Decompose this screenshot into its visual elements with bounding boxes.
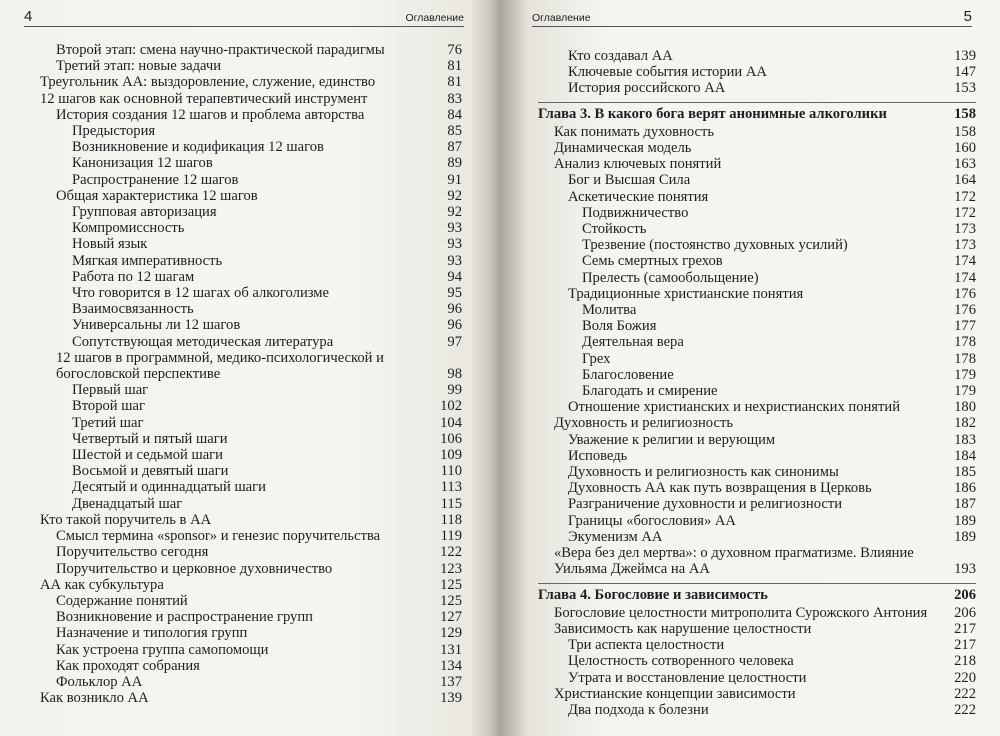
toc-entry [40,74,462,90]
toc-entry-page: 189 [954,512,976,529]
toc-entry-page: 89 [447,155,462,172]
toc-entry [538,302,976,318]
toc-entry-title: Восьмой и девятый шаги [72,463,229,480]
toc-entry-page: 222 [954,685,976,702]
toc-entry-title: Границы «богословия» АА [568,512,736,529]
toc-entry-page: 173 [954,221,976,238]
toc-entry-page: 99 [447,382,462,399]
right-page-header [532,8,972,27]
toc-entry-title: Компромиссность [72,220,185,237]
book-gutter [490,0,510,736]
toc-entry-title: Три аспекта целостности [568,637,725,654]
toc-entry-page: 125 [440,592,462,609]
toc-entry-page: 83 [447,90,462,107]
toc-entry-title: Стойкость [582,221,647,238]
toc-entry-page: 139 [954,48,976,64]
toc-entry [538,415,976,431]
toc-entry-page: 91 [447,171,462,188]
toc-entry [538,189,976,205]
toc-entry-title: Работа по 12 шагам [72,268,195,285]
toc-entry [40,658,462,674]
toc-entry-page: 137 [440,673,462,690]
toc-entry [40,172,462,188]
toc-entry [40,317,462,333]
toc-entry-title: Содержание понятий [56,592,188,609]
toc-entry-page: 115 [440,495,462,512]
toc-entry-page: 96 [447,317,462,334]
toc-entry [40,609,462,625]
toc-entry-title: Взаимосвязанность [72,301,194,318]
toc-entry-title: Новый язык [72,236,148,253]
toc-entry-title: Распространение 12 шагов [72,171,239,188]
toc-entry-title: Целостность сотворенного человека [568,653,794,670]
toc-entry-title: Благословение [582,366,674,383]
toc-entry-title: Четвертый и пятый шаги [72,430,228,447]
toc-entry-page: 193 [954,561,976,578]
right-running-title: Оглавление [532,12,591,24]
toc-entry-page: 206 [954,586,976,603]
toc-entry [538,529,976,545]
chapter-heading [538,583,976,603]
toc-entry [40,42,462,58]
toc-entry [538,448,976,464]
toc-entry-page: 217 [954,637,976,654]
toc-entry-page: 178 [954,350,976,367]
left-running-title: Оглавление [405,12,464,24]
toc-entry-title: Третий шаг [72,414,144,431]
toc-entry [538,172,976,188]
toc-entry-title: Как возникло АА [40,690,149,707]
toc-entry-page: 139 [440,690,462,707]
toc-entry-page: 183 [954,431,976,448]
toc-entry-title: Третий этап: новые задачи [56,58,222,75]
toc-entry-page: 182 [954,415,976,432]
toc-entry-page: 113 [440,479,462,496]
right-toc-list [538,48,976,718]
toc-entry [538,156,976,172]
toc-entry [538,237,976,253]
toc-entry-title: Предыстория [72,123,156,140]
toc-entry-title: Назначение и типология групп [56,625,248,642]
toc-entry-page: 123 [440,560,462,577]
toc-entry-title: Утрата и восстановление целостности [568,669,807,686]
toc-entry-title: Динамическая модель [554,140,692,157]
toc-entry-title: Универсальны ли 12 шагов [72,317,241,334]
toc-entry-page: 106 [440,430,462,447]
toc-entry [40,236,462,252]
toc-entry [40,463,462,479]
toc-entry-title: Молитва [582,302,637,319]
toc-entry [538,80,976,96]
toc-entry [538,399,976,415]
toc-entry [538,432,976,448]
toc-entry-page: 102 [440,398,462,415]
toc-entry-title: Христианские концепции зависимости [554,685,796,702]
toc-entry [538,653,976,669]
toc-entry [40,528,462,544]
toc-entry [538,464,976,480]
toc-entry-title: Отношение христианских и нехристианских понятий [568,399,901,416]
toc-entry-page: 109 [440,447,462,464]
toc-entry-page: 85 [447,123,462,140]
toc-entry-page: 87 [447,139,462,156]
toc-entry-page: 184 [954,447,976,464]
toc-entry-title: Групповая авторизация [72,204,217,221]
toc-entry-page: 176 [954,302,976,319]
toc-entry-page: 173 [954,237,976,254]
toc-entry-title: Семь смертных грехов [582,253,723,270]
toc-entry [40,269,462,285]
toc-entry-title: 12 шагов как основной терапевтический инструмент [40,90,368,107]
toc-entry-title: Духовность АА как путь возвращения в Церковь [568,480,872,497]
toc-entry-page: 93 [447,252,462,269]
toc-entry-title: Ключевые события истории АА [568,64,767,81]
toc-entry-page: 118 [440,511,462,528]
toc-entry-title: История российского АА [568,80,726,97]
toc-entry-title: Как понимать духовность [554,123,715,140]
toc-entry [40,382,462,398]
toc-entry-title: Как устроена группа самопомощи [56,641,269,658]
toc-entry [40,690,462,706]
toc-entry-title: Трезвение (постоянство духовных усилий) [582,237,848,254]
toc-entry-page: 158 [954,105,976,122]
toc-entry [40,577,462,593]
toc-entry-title: Сопутствующая методическая литература [72,333,334,350]
toc-entry [538,545,976,577]
toc-entry [40,415,462,431]
toc-entry-title: Прелесть (самообольщение) [582,269,759,286]
toc-entry [538,670,976,686]
toc-entry-title: Двенадцатый шаг [72,495,183,512]
toc-entry-title: Бог и Высшая Сила [568,172,691,189]
toc-entry [538,270,976,286]
toc-entry-page: 125 [440,576,462,593]
toc-entry-title: Поручительство и церковное духовничество [56,560,333,577]
toc-entry-page: 95 [447,285,462,302]
toc-entry-title: История создания 12 шагов и проблема авторства [56,106,365,123]
toc-entry-page: 110 [440,463,462,480]
toc-entry-page: 153 [954,80,976,97]
toc-entry-title: 12 шагов в программной, медико-психологической и богословской перспективе [56,349,384,383]
toc-entry [538,621,976,637]
toc-entry-title: Фольклор АА [56,673,143,690]
toc-entry-page: 131 [440,641,462,658]
toc-entry-title: «Вера без дел мертва»: о духовном прагматизме. Влияние Уильяма Джеймса на АА [554,545,914,578]
toc-entry-title: Шестой и седьмой шаги [72,447,223,464]
toc-entry-page: 178 [954,334,976,351]
toc-entry-title: Возникновение и кодификация 12 шагов [72,139,324,156]
toc-entry [538,686,976,702]
toc-entry [40,479,462,495]
toc-entry-title: Подвижничество [582,204,689,221]
toc-entry [538,334,976,350]
toc-entry-page: 119 [440,528,462,545]
toc-entry [40,431,462,447]
toc-entry-title: Два подхода к болезни [568,701,709,718]
toc-entry-title: Благодать и смирение [582,383,718,400]
toc-entry-title: Аскетические понятия [568,188,709,205]
toc-entry-page: 93 [447,220,462,237]
toc-entry-title: Исповедь [568,447,628,464]
toc-entry [538,253,976,269]
toc-entry-title: Первый шаг [72,382,149,399]
left-page-number: 4 [24,8,33,25]
toc-entry-page: 129 [440,625,462,642]
toc-entry-page: 187 [954,496,976,513]
toc-entry-page: 180 [954,399,976,416]
toc-entry-title: Второй этап: смена научно-практической парадигмы [56,42,385,58]
chapter-heading [538,102,976,122]
toc-entry-page: 185 [954,464,976,481]
toc-entry [40,58,462,74]
toc-entry-title: Кто создавал АА [568,48,673,64]
right-page [510,0,1000,736]
toc-entry-page: 92 [447,204,462,221]
toc-entry-page: 189 [954,528,976,545]
toc-entry-title: Треугольник АА: выздоровление, служение, единство [40,74,376,91]
toc-entry-title: Глава 3. В какого бога верят анонимные алкоголики [538,105,887,122]
toc-entry [40,204,462,220]
toc-entry [40,220,462,236]
toc-entry [40,593,462,609]
toc-entry-title: Грех [582,350,611,367]
toc-entry-title: Второй шаг [72,398,145,415]
toc-entry-page: 218 [954,653,976,670]
toc-entry-title: Деятельная вера [582,334,684,351]
toc-entry [538,513,976,529]
toc-entry-page: 104 [440,414,462,431]
toc-entry-title: Десятый и одиннадцатый шаги [72,479,266,496]
toc-entry [538,605,976,621]
toc-entry-title: Зависимость как нарушение целостности [554,620,812,637]
right-page-number: 5 [963,8,972,25]
toc-entry [40,642,462,658]
toc-entry-title: Что говорится в 12 шагах об алкоголизме [72,285,330,302]
toc-entry-page: 174 [954,269,976,286]
toc-entry [40,398,462,414]
toc-entry-page: 98 [447,366,462,383]
toc-entry-title: Мягкая императивность [72,252,223,269]
left-page-header [24,8,464,27]
toc-entry-page: 134 [440,657,462,674]
left-toc-list [40,42,462,706]
toc-entry-page: 81 [447,58,462,75]
toc-entry-page: 147 [954,64,976,81]
toc-entry-page: 158 [954,123,976,140]
toc-entry-title: Разграничение духовности и религиозности [568,496,843,513]
toc-entry [538,124,976,140]
toc-entry [40,334,462,350]
toc-entry-title: Духовность и религиозность [554,415,733,432]
toc-entry [538,140,976,156]
toc-entry-page: 81 [447,74,462,91]
toc-entry [40,674,462,690]
toc-entry-title: Глава 4. Богословие и зависимость [538,586,768,603]
toc-entry-page: 177 [954,318,976,335]
toc-entry [538,286,976,302]
toc-entry-page: 164 [954,172,976,189]
toc-entry [40,561,462,577]
toc-entry-page: 96 [447,301,462,318]
toc-entry [538,702,976,718]
toc-entry [40,350,462,382]
toc-entry [538,221,976,237]
toc-entry-title: Духовность и религиозность как синонимы [568,464,839,481]
toc-entry [538,496,976,512]
toc-entry-page: 176 [954,285,976,302]
toc-entry [40,544,462,560]
toc-entry-title: Экуменизм АА [568,528,663,545]
toc-entry-title: Уважение к религии и верующим [568,431,776,448]
toc-entry [538,64,976,80]
toc-entry-title: АА как субкультура [40,576,164,593]
toc-entry-page: 122 [440,544,462,561]
toc-entry-title: Возникновение и распространение групп [56,609,313,626]
toc-entry [40,285,462,301]
toc-entry [40,91,462,107]
left-page [0,0,490,736]
toc-entry [40,155,462,171]
toc-entry-page: 179 [954,383,976,400]
toc-entry [538,205,976,221]
toc-entry [538,351,976,367]
toc-entry [538,367,976,383]
toc-entry [40,496,462,512]
toc-entry-page: 174 [954,253,976,270]
toc-entry [40,447,462,463]
toc-entry-page: 163 [954,156,976,173]
toc-entry-page: 179 [954,366,976,383]
toc-entry-page: 92 [447,187,462,204]
toc-entry-page: 97 [447,333,462,350]
toc-entry [538,637,976,653]
toc-entry-page: 206 [954,604,976,621]
toc-entry-title: Кто такой поручитель в АА [40,511,212,528]
toc-entry [40,107,462,123]
toc-entry-page: 94 [447,268,462,285]
toc-entry [538,383,976,399]
toc-entry [40,188,462,204]
toc-entry-title: Как проходят собрания [56,657,200,674]
toc-entry-page: 217 [954,620,976,637]
toc-entry [40,512,462,528]
toc-entry [538,318,976,334]
toc-entry-title: Смысл термина «sponsor» и генезис поручительства [56,528,381,545]
toc-entry-title: Традиционные христианские понятия [568,285,804,302]
toc-entry-page: 222 [954,701,976,718]
toc-entry-page: 127 [440,609,462,626]
toc-entry-page: 220 [954,669,976,686]
toc-entry-title: Общая характеристика 12 шагов [56,187,258,204]
toc-entry-title: Поручительство сегодня [56,544,209,561]
toc-entry [40,139,462,155]
toc-entry [40,625,462,641]
toc-entry-page: 186 [954,480,976,497]
toc-entry-title: Богословие целостности митрополита Сурожского Антония [554,604,928,621]
toc-entry-page: 76 [447,42,462,58]
toc-entry [538,48,976,64]
toc-entry-title: Анализ ключевых понятий [554,156,722,173]
toc-entry [538,480,976,496]
toc-entry-page: 172 [954,204,976,221]
toc-entry-page: 84 [447,106,462,123]
toc-entry-page: 160 [954,140,976,157]
toc-entry [40,123,462,139]
toc-entry-page: 93 [447,236,462,253]
toc-entry [40,301,462,317]
toc-entry [40,253,462,269]
toc-entry-page: 172 [954,188,976,205]
toc-entry-title: Воля Божия [582,318,657,335]
toc-entry-title: Канонизация 12 шагов [72,155,213,172]
